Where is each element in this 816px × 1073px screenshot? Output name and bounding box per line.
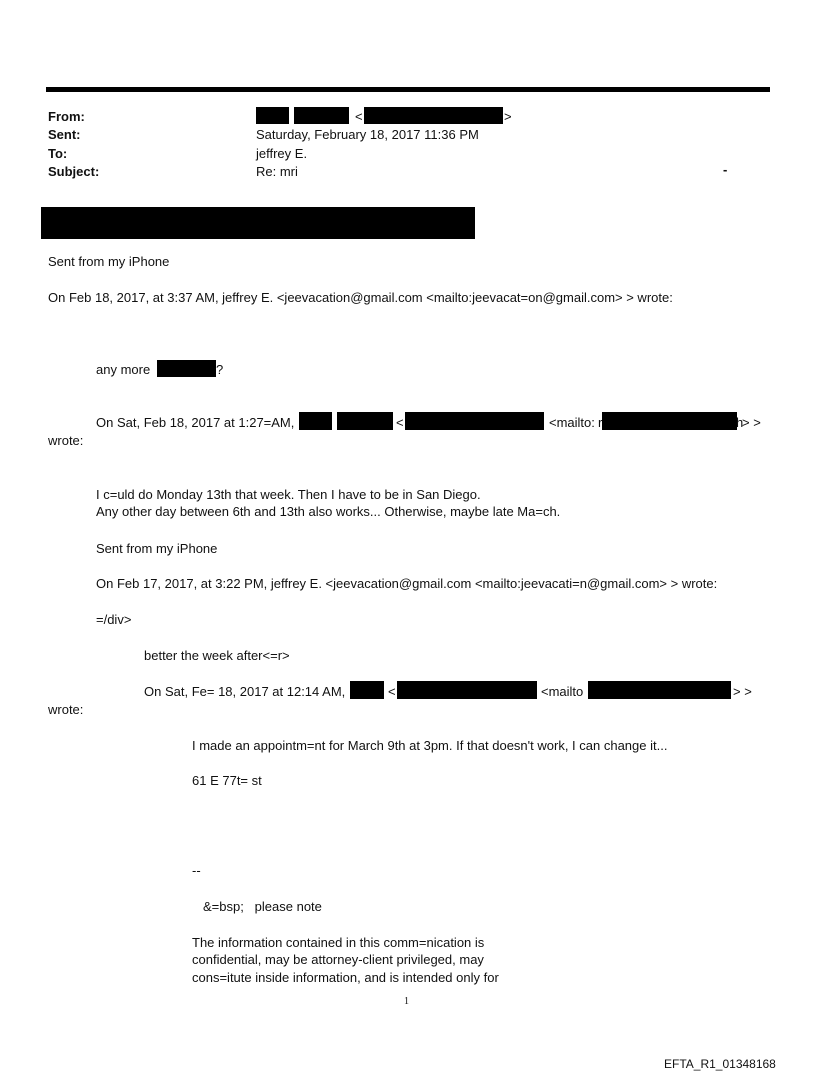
document-id: EFTA_R1_01348168 [664, 1057, 776, 1071]
quote-mailto: <mailto: [549, 415, 595, 430]
any-more-text: any more [96, 362, 151, 377]
sent-from-line: Sent from my iPhone [48, 254, 170, 269]
sent-label: Sent: [48, 127, 81, 142]
disclaimer-line: cons=itute inside information, and is intended only for [192, 970, 499, 985]
redaction-box [299, 412, 332, 430]
redaction-box [397, 681, 537, 699]
wrote-label: wrote: [48, 702, 84, 717]
header-rule [46, 87, 770, 92]
sent-value: Saturday, February 18, 2017 11:36 PM [256, 127, 479, 142]
quote-lt: < [388, 684, 396, 699]
subject-label: Subject: [48, 164, 100, 179]
quote-header: On Sat, Fe= 18, 2017 at 12:14 AM, [144, 684, 346, 699]
quote-mailto-char: r [598, 415, 603, 430]
stray-mark: - [723, 162, 728, 177]
from-email-open: < [355, 109, 363, 124]
please-note-line: &=bsp; please note [203, 899, 322, 914]
quote-header: On Feb 17, 2017, at 3:22 PM, jeffrey E. <jeevacation@gmail.com <mailto:jeevacati=n@gmail.com> > wrote: [96, 576, 718, 591]
to-value: jeffrey E. [256, 146, 308, 161]
quote-lt: < [396, 415, 404, 430]
redaction-box [350, 681, 384, 699]
quote-header: On Feb 18, 2017, at 3:37 AM, jeffrey E. <jeevacation@gmail.com <mailto:jeevacat=on@gmail.com> > wrote: [48, 290, 673, 305]
any-more-question: ? [216, 362, 224, 377]
redaction-box [364, 107, 503, 124]
redaction-box [588, 681, 731, 699]
redaction-box [157, 360, 216, 377]
redaction-box [41, 207, 475, 239]
quote-end: > > [742, 415, 761, 430]
subject-value: Re: mri [256, 164, 298, 179]
redaction-box [256, 107, 289, 124]
page-number: 1 [404, 996, 409, 1007]
disclaimer-line: confidential, may be attorney-client privileged, may [192, 952, 484, 967]
wrote-label: wrote: [48, 433, 84, 448]
from-email-close: > [504, 109, 512, 124]
quote-mailto: <mailto [541, 684, 584, 699]
sent-from-line: Sent from my iPhone [96, 541, 218, 556]
body-line: better the week after<=r> [144, 648, 290, 663]
quote-end: > > [733, 684, 752, 699]
body-line: I made an appointm=nt for March 9th at 3pm. If that doesn't work, I can change it... [192, 738, 668, 753]
from-label: From: [48, 109, 85, 124]
quote-header: On Sat, Feb 18, 2017 at 1:27=AM, [96, 415, 295, 430]
redaction-box [602, 412, 737, 430]
redaction-box [405, 412, 544, 430]
body-line: =/div> [96, 612, 132, 627]
redaction-box [294, 107, 349, 124]
quote-end-char: h [736, 415, 744, 430]
disclaimer-line: The information contained in this comm=nication is [192, 935, 485, 950]
to-label: To: [48, 146, 68, 161]
redaction-box [337, 412, 393, 430]
body-line: I c=uld do Monday 13th that week. Then I have to be in San Diego. [96, 487, 481, 502]
address-line: 61 E 77t= st [192, 773, 262, 788]
signature-dashes: -- [192, 863, 201, 878]
body-line: Any other day between 6th and 13th also works... Otherwise, maybe late Ma=ch. [96, 504, 561, 519]
